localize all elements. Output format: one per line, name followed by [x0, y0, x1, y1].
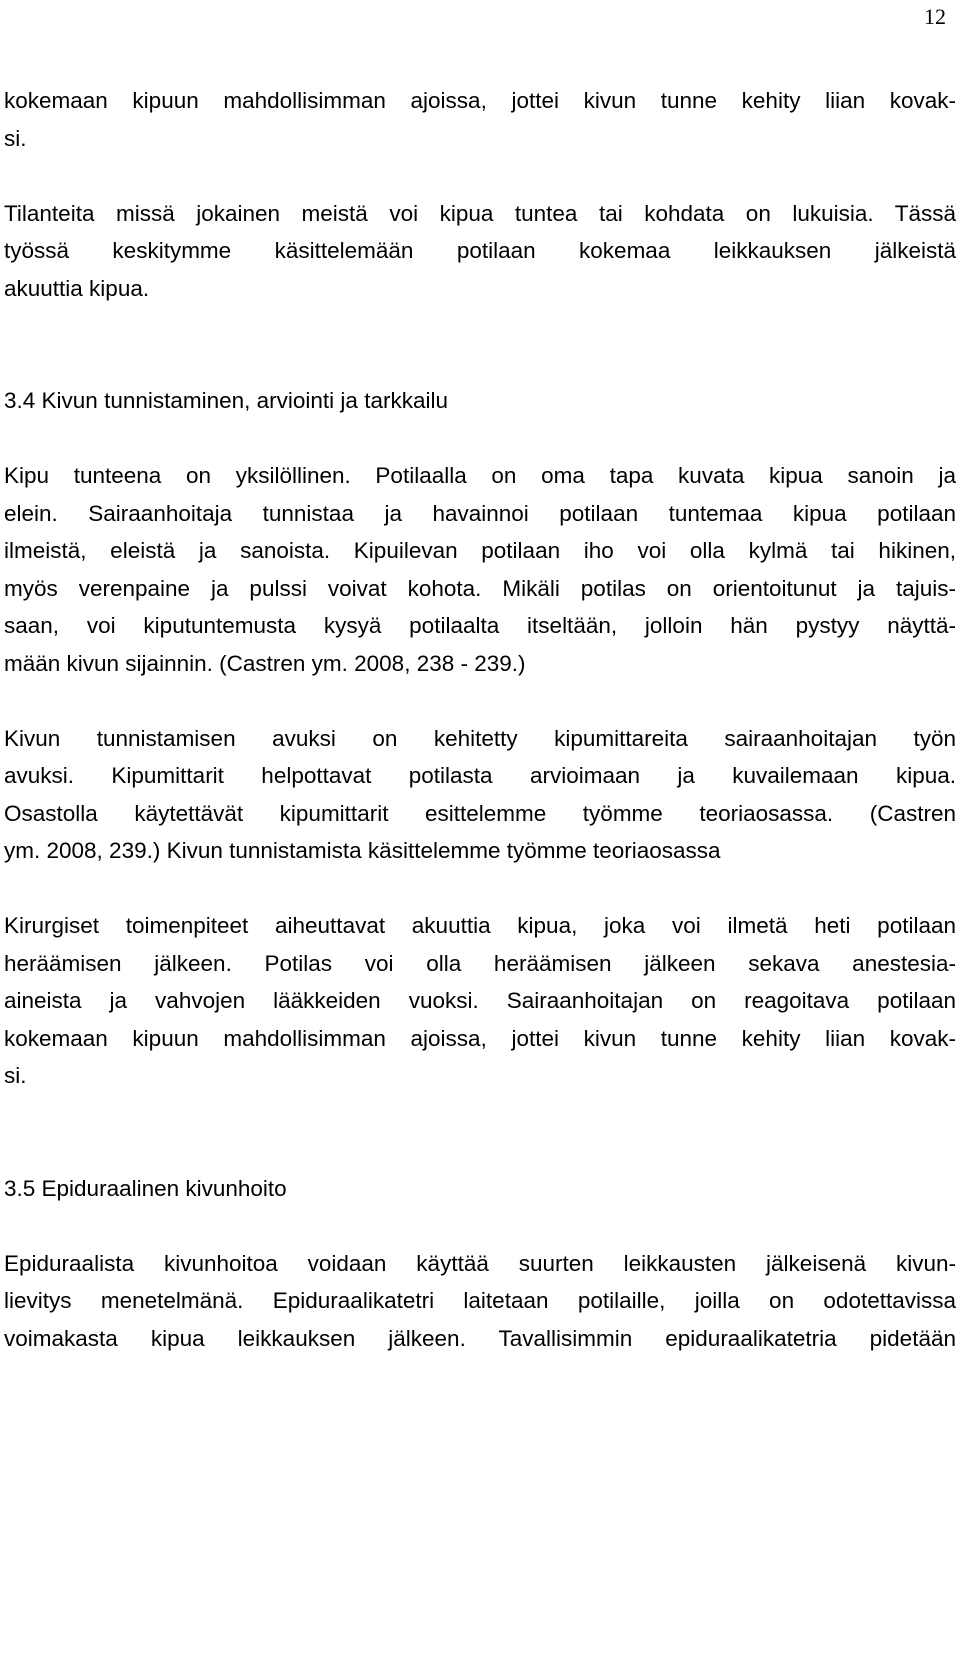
text-line: aineista ja vahvojen lääkkeiden vuoksi. Sairaanhoitajan on reagoitava potilaan [4, 988, 956, 1013]
section-heading-3-4: 3.4 Kivun tunnistaminen, arviointi ja tarkkailu [4, 388, 448, 413]
text-line: si. [4, 125, 27, 151]
text-line: elein. Sairaanhoitaja tunnistaa ja havainnoi potilaan tuntemaa kipua potilaan [4, 500, 956, 526]
text-line: Epiduraalista kivunhoitoa voidaan käyttää suurten leikkausten jälkeisenä kivun- [4, 1250, 956, 1276]
text-line: ym. 2008, 239.) Kivun tunnistamista käsittelemme työmme teoriaosassa [4, 838, 721, 863]
page-number: 12 [924, 4, 946, 29]
paragraph-5 [4, 907, 956, 1095]
paragraph-2 [4, 195, 956, 308]
text-line: Tilanteita missä jokainen meistä voi kipua tuntea tai kohdata on lukuisia. Tässä [4, 200, 956, 226]
text-line: kokemaan kipuun mahdollisimman ajoissa, jottei kivun tunne kehity liian kovak- [4, 88, 956, 113]
section-heading-3-5: 3.5 Epiduraalinen kivunhoito [4, 1175, 287, 1201]
text-line: kokemaan kipuun mahdollisimman ajoissa, jottei kivun tunne kehity liian kovak- [4, 1025, 956, 1051]
text-line: mään kivun sijainnin. (Castren ym. 2008, 238 - 239.) [4, 650, 526, 676]
text-line: akuuttia kipua. [4, 275, 150, 301]
text-line: voimakasta kipua leikkauksen jälkeen. Tavallisimmin epiduraalikatetria pidetään [4, 1325, 956, 1351]
text-line: Osastolla käytettävät kipumittarit esittelemme työmme teoriaosassa. (Castren [4, 800, 956, 826]
text-line: Kirurgiset toimenpiteet aiheuttavat akuuttia kipua, joka voi ilmetä heti potilaan [4, 913, 956, 938]
paragraph-1 [4, 82, 956, 157]
text-line: Kipu tunteena on yksilöllinen. Potilaalla on oma tapa kuvata kipua sanoin ja [4, 463, 956, 488]
text-line: saan, voi kiputuntemusta kysyä potilaalta itseltään, jolloin hän pystyy näyttä- [4, 613, 956, 638]
text-line: myös verenpaine ja pulssi voivat kohota. Mikäli potilas on orientoitunut ja tajuis- [4, 575, 956, 601]
paragraph-6 [4, 1245, 956, 1358]
text-line: työssä keskitymme käsittelemään potilaan kokemaa leikkauksen jälkeistä [4, 238, 956, 263]
text-line: ilmeistä, eleistä ja sanoista. Kipuilevan potilaan iho voi olla kylmä tai hikinen, [4, 538, 956, 563]
text-line: heräämisen jälkeen. Potilas voi olla heräämisen jälkeen sekava anestesia- [4, 950, 956, 976]
paragraph-4 [4, 720, 956, 870]
text-line: lievitys menetelmänä. Epiduraalikatetri laitetaan potilaille, joilla on odotettavissa [4, 1288, 956, 1313]
document-body [4, 82, 956, 1357]
text-line: avuksi. Kipumittarit helpottavat potilasta arvioimaan ja kuvailemaan kipua. [4, 763, 956, 788]
text-line: si. [4, 1063, 27, 1088]
text-line: Kivun tunnistamisen avuksi on kehitetty kipumittareita sairaanhoitajan työn [4, 725, 956, 751]
paragraph-3 [4, 457, 956, 682]
